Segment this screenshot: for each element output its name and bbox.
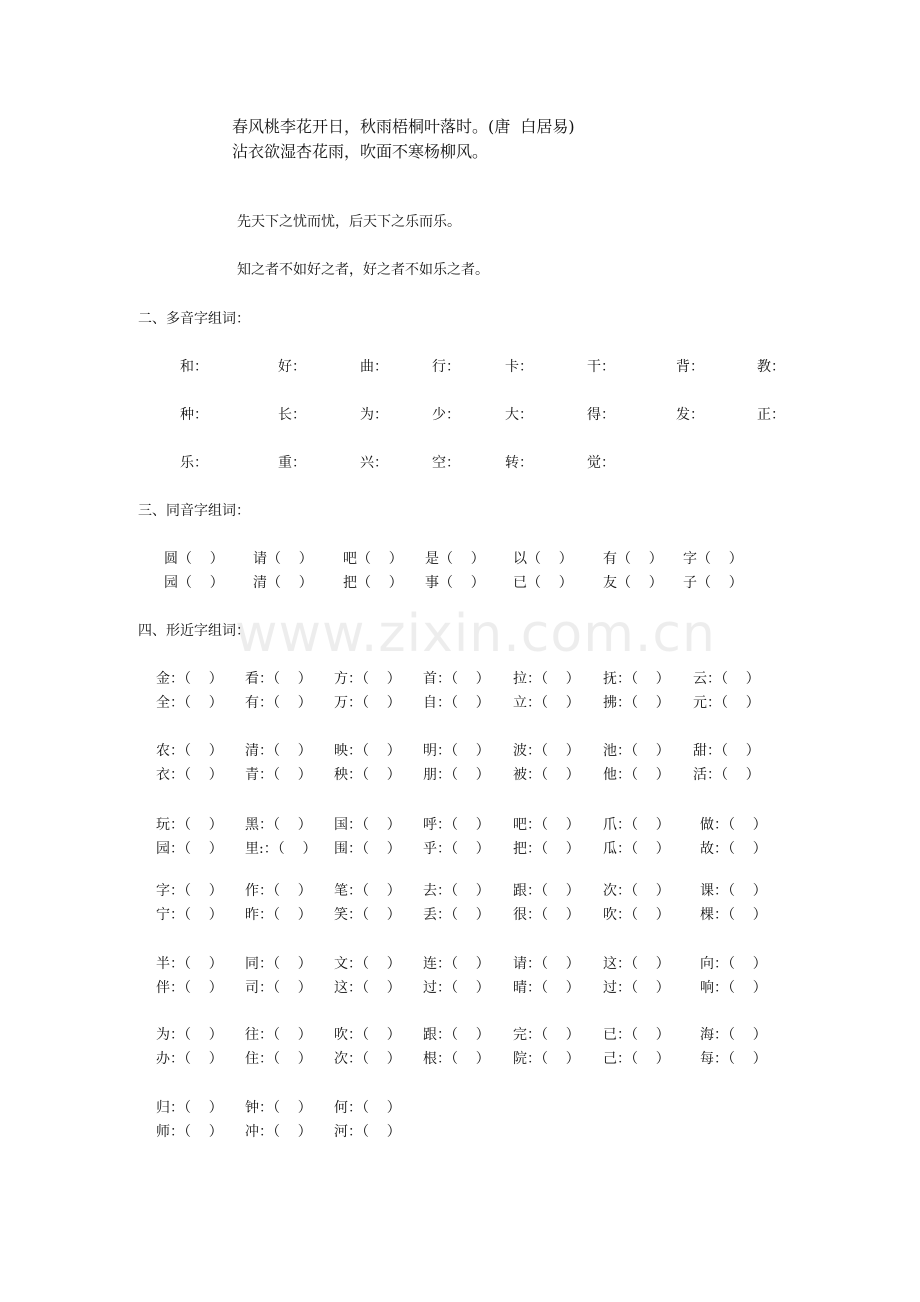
similar-shape-item: 做：（ ） [700, 817, 767, 833]
similar-shape-item: 万：（ ） [334, 695, 401, 711]
polyphonic-item: 发： [676, 407, 704, 423]
similar-shape-item: 完：（ ） [513, 1027, 580, 1043]
similar-shape-item: 瓜：（ ） [603, 841, 670, 857]
similar-shape-item: 衣：（ ） [156, 767, 223, 783]
similar-shape-item: 冲：（ ） [245, 1124, 312, 1140]
polyphonic-item: 行： [432, 359, 460, 375]
similar-shape-item: 元：（ ） [693, 695, 760, 711]
homophone-item: 子（ ） [683, 575, 743, 591]
homophone-item: 请（ ） [253, 551, 313, 567]
polyphonic-item: 好： [278, 359, 306, 375]
similar-shape-item: 甜：（ ） [693, 743, 760, 759]
similar-shape-item: 明：（ ） [423, 743, 490, 759]
polyphonic-item: 教： [757, 359, 785, 375]
similar-shape-item: 很：（ ） [513, 907, 580, 923]
similar-shape-item: 作：（ ） [245, 883, 312, 899]
similar-shape-item: 师：（ ） [156, 1124, 223, 1140]
polyphonic-item: 长： [278, 407, 306, 423]
similar-shape-item: 跟：（ ） [423, 1027, 490, 1043]
similar-shape-item: 次：（ ） [334, 1051, 401, 1067]
similar-shape-item: 乎：（ ） [423, 841, 490, 857]
polyphonic-item: 兴： [360, 455, 388, 471]
similar-shape-item: 被：（ ） [513, 767, 580, 783]
similar-shape-item: 玩：（ ） [156, 817, 223, 833]
similar-shape-item: 文：（ ） [334, 956, 401, 972]
similar-shape-item: 笔：（ ） [334, 883, 401, 899]
similar-shape-item: 过：（ ） [423, 980, 490, 996]
similar-shape-item: 首：（ ） [423, 671, 490, 687]
polyphonic-item: 空： [432, 455, 460, 471]
homophone-item: 吧（ ） [343, 551, 403, 567]
homophone-item: 园（ ） [164, 575, 224, 591]
homophone-item: 是（ ） [425, 551, 485, 567]
homophone-item: 字（ ） [683, 551, 743, 567]
similar-shape-item: 呼：（ ） [423, 817, 490, 833]
similar-shape-item: 响：（ ） [700, 980, 767, 996]
similar-shape-item: 国：（ ） [334, 817, 401, 833]
similar-shape-item: 金：（ ） [156, 671, 223, 687]
similar-shape-item: 棵：（ ） [700, 907, 767, 923]
similar-shape-item: 晴：（ ） [513, 980, 580, 996]
similar-shape-item: 他：（ ） [603, 767, 670, 783]
polyphonic-item: 背： [676, 359, 704, 375]
polyphonic-item: 和： [180, 359, 208, 375]
homophone-item: 以（ ） [513, 551, 573, 567]
similar-shape-item: 波：（ ） [513, 743, 580, 759]
similar-shape-item: 农：（ ） [156, 743, 223, 759]
similar-shape-item: 同：（ ） [245, 956, 312, 972]
similar-shape-item: 课：（ ） [700, 883, 767, 899]
similar-shape-item: 每：（ ） [700, 1051, 767, 1067]
similar-shape-item: 秧：（ ） [334, 767, 401, 783]
quote-line-2: 知之者不如好之者，好之者不如乐之者。 [237, 262, 489, 278]
similar-shape-item: 这：（ ） [603, 956, 670, 972]
similar-shape-item: 青：（ ） [245, 767, 312, 783]
similar-shape-item: 笑：（ ） [334, 907, 401, 923]
similar-shape-item: 往：（ ） [245, 1027, 312, 1043]
poem-line-2: 沾衣欲湿杏花雨，吹面不寒杨柳风。 [232, 142, 489, 161]
similar-shape-item: 清：（ ） [245, 743, 312, 759]
similar-shape-item: 全：（ ） [156, 695, 223, 711]
homophone-item: 已（ ） [513, 575, 573, 591]
similar-shape-item: 跟：（ ） [513, 883, 580, 899]
polyphonic-item: 卡： [505, 359, 533, 375]
similar-shape-item: 半：（ ） [156, 956, 223, 972]
similar-shape-item: 池：（ ） [603, 743, 670, 759]
similar-shape-item: 司：（ ） [245, 980, 312, 996]
similar-shape-item: 吹：（ ） [603, 907, 670, 923]
similar-shape-item: 过：（ ） [603, 980, 670, 996]
similar-shape-item: 丢：（ ） [423, 907, 490, 923]
polyphonic-item: 正： [757, 407, 785, 423]
similar-shape-item: 拉：（ ） [513, 671, 580, 687]
similar-shape-item: 自：（ ） [423, 695, 490, 711]
polyphonic-item: 乐： [180, 455, 208, 471]
similar-shape-item: 住：（ ） [245, 1051, 312, 1067]
similar-shape-item: 院：（ ） [513, 1051, 580, 1067]
similar-shape-item: 何：（ ） [334, 1100, 401, 1116]
quote-line-1: 先天下之忧而忧，后天下之乐而乐。 [237, 214, 461, 230]
similar-shape-item: 昨：（ ） [245, 907, 312, 923]
similar-shape-item: 爪：（ ） [603, 817, 670, 833]
similar-shape-item: 黑：（ ） [245, 817, 312, 833]
similar-shape-item: 园：（ ） [156, 841, 223, 857]
similar-shape-item: 立：（ ） [513, 695, 580, 711]
similar-shape-item: 归：（ ） [156, 1100, 223, 1116]
similar-shape-item: 为：（ ） [156, 1027, 223, 1043]
section-title-similar-shape: 四、形近字组词： [138, 623, 250, 639]
section-title-homophone: 三、同音字组词： [138, 503, 250, 519]
homophone-item: 把（ ） [343, 575, 403, 591]
polyphonic-item: 得： [587, 407, 615, 423]
polyphonic-item: 重： [278, 455, 306, 471]
similar-shape-item: 故：（ ） [700, 841, 767, 857]
similar-shape-item: 钟：（ ） [245, 1100, 312, 1116]
similar-shape-item: 抚：（ ） [603, 671, 670, 687]
similar-shape-item: 里:：（ ） [245, 841, 317, 857]
watermark: www.zixin.com.cn [235, 604, 716, 664]
polyphonic-item: 大： [505, 407, 533, 423]
similar-shape-item: 看：（ ） [245, 671, 312, 687]
similar-shape-item: 围：（ ） [334, 841, 401, 857]
similar-shape-item: 朋：（ ） [423, 767, 490, 783]
polyphonic-item: 觉： [587, 455, 615, 471]
similar-shape-item: 方：（ ） [334, 671, 401, 687]
similar-shape-item: 请：（ ） [513, 956, 580, 972]
similar-shape-item: 把：（ ） [513, 841, 580, 857]
poem-line-1: 春风桃李花开日，秋雨梧桐叶落时。(唐 白居易) [232, 117, 575, 136]
homophone-item: 事（ ） [425, 575, 485, 591]
similar-shape-item: 伴：（ ） [156, 980, 223, 996]
homophone-item: 友（ ） [603, 575, 663, 591]
polyphonic-item: 种： [180, 407, 208, 423]
similar-shape-item: 向：（ ） [700, 956, 767, 972]
similar-shape-item: 海：（ ） [700, 1027, 767, 1043]
similar-shape-item: 活：（ ） [693, 767, 760, 783]
similar-shape-item: 云：（ ） [693, 671, 760, 687]
similar-shape-item: 映：（ ） [334, 743, 401, 759]
polyphonic-item: 为： [360, 407, 388, 423]
homophone-item: 有（ ） [603, 551, 663, 567]
similar-shape-item: 这：（ ） [334, 980, 401, 996]
similar-shape-item: 有：（ ） [245, 695, 312, 711]
homophone-item: 圆（ ） [164, 551, 224, 567]
polyphonic-item: 曲： [360, 359, 388, 375]
similar-shape-item: 去：（ ） [423, 883, 490, 899]
similar-shape-item: 已：（ ） [603, 1027, 670, 1043]
section-title-polyphonic: 二、多音字组词： [138, 311, 250, 327]
similar-shape-item: 吧：（ ） [513, 817, 580, 833]
polyphonic-item: 干： [587, 359, 615, 375]
similar-shape-item: 拂：（ ） [603, 695, 670, 711]
similar-shape-item: 次：（ ） [603, 883, 670, 899]
similar-shape-item: 根：（ ） [423, 1051, 490, 1067]
similar-shape-item: 河：（ ） [334, 1124, 401, 1140]
similar-shape-item: 宁：（ ） [156, 907, 223, 923]
polyphonic-item: 转： [505, 455, 533, 471]
similar-shape-item: 己：（ ） [603, 1051, 670, 1067]
similar-shape-item: 连：（ ） [423, 956, 490, 972]
homophone-item: 清（ ） [253, 575, 313, 591]
polyphonic-item: 少： [432, 407, 460, 423]
similar-shape-item: 吹：（ ） [334, 1027, 401, 1043]
similar-shape-item: 办：（ ） [156, 1051, 223, 1067]
similar-shape-item: 字：（ ） [156, 883, 223, 899]
